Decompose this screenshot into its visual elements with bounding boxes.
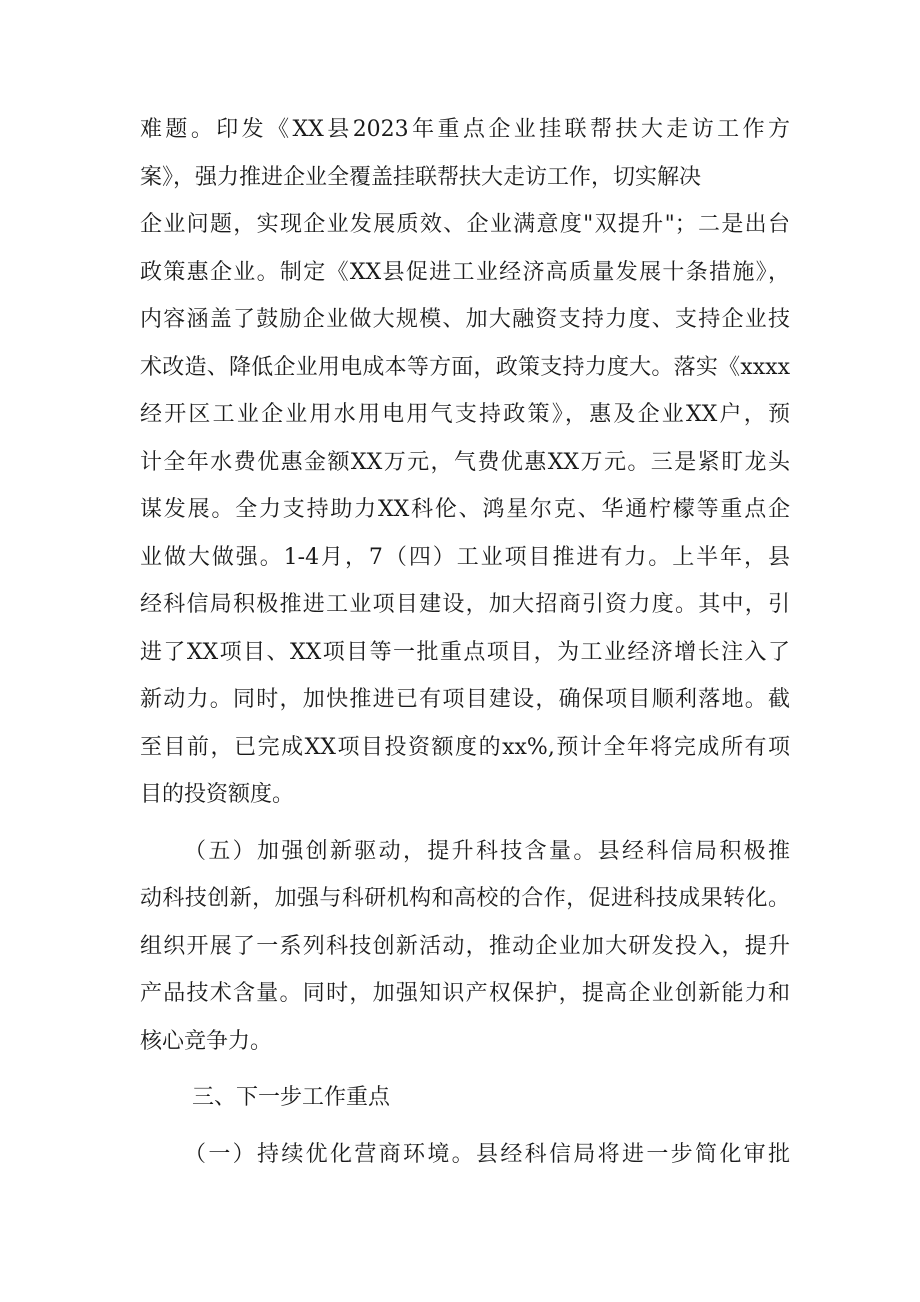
body-line: 计全年水费优惠金额XX万元，气费优惠XX万元。三是紧盯龙头 (140, 449, 790, 475)
body-line: 组织开展了一系列科技创新活动，推动企业加大研发投入，提升 (140, 933, 790, 959)
body-line: 核心竞争力。 (140, 1028, 273, 1054)
body-line: 动科技创新，加强与科研机构和高校的合作，促进科技成果转化。 (140, 886, 790, 911)
body-line: 术改造、降低企业用电成本等方面，政策支持力度大。落实《xxxx (140, 354, 790, 380)
section-three-heading: 三、下一步工作重点 (192, 1085, 391, 1110)
body-line: 难题。印发《XX县2023年重点企业挂联帮扶大走访工作方 (140, 117, 790, 142)
document-body (140, 106, 790, 1178)
body-line: 政策惠企业。制定《XX县促进工业经济高质量发展十条措施》， (140, 259, 790, 285)
section-five-heading-line: （五）加强创新驱动，提升科技含量。县经科信局积极推 (184, 838, 790, 864)
body-line: 案》，强力推进企业全覆盖挂联帮扶大走访工作，切实解决 (140, 164, 702, 190)
body-line: 经开区工业企业用水用电用气支持政策》，惠及企业XX户，预 (140, 402, 790, 427)
body-line: 经科信局积极推进工业项目建设，加大招商引资力度。其中，引 (140, 592, 790, 617)
body-line: 目的投资额度。 (140, 782, 295, 807)
body-line: 业做大做强。1-4月，7（四）工业项目推进有力。上半年，县 (140, 544, 790, 570)
body-line: 至目前，已完成XX项目投资额度的xx%,预计全年将完成所有项 (140, 734, 790, 760)
body-line: 进了XX项目、XX项目等一批重点项目，为工业经济增长注入了 (140, 639, 790, 665)
subsection-one-heading-line: （一）持续优化营商环境。县经科信局将进一步简化审批 (184, 1141, 790, 1167)
body-line: 内容涵盖了鼓励企业做大规模、加大融资支持力度、支持企业技 (140, 307, 790, 332)
body-line: 产品技术含量。同时，加强知识产权保护，提高企业创新能力和 (140, 981, 790, 1006)
body-line: 谋发展。全力支持助力XX科伦、鸿星尔克、华通柠檬等重点企 (140, 497, 790, 522)
body-line: 新动力。同时，加快推进已有项目建设，确保项目顺利落地。截 (140, 687, 790, 712)
body-line: 企业问题，实现企业发展质效、企业满意度"双提升"；二是出台 (140, 212, 790, 237)
